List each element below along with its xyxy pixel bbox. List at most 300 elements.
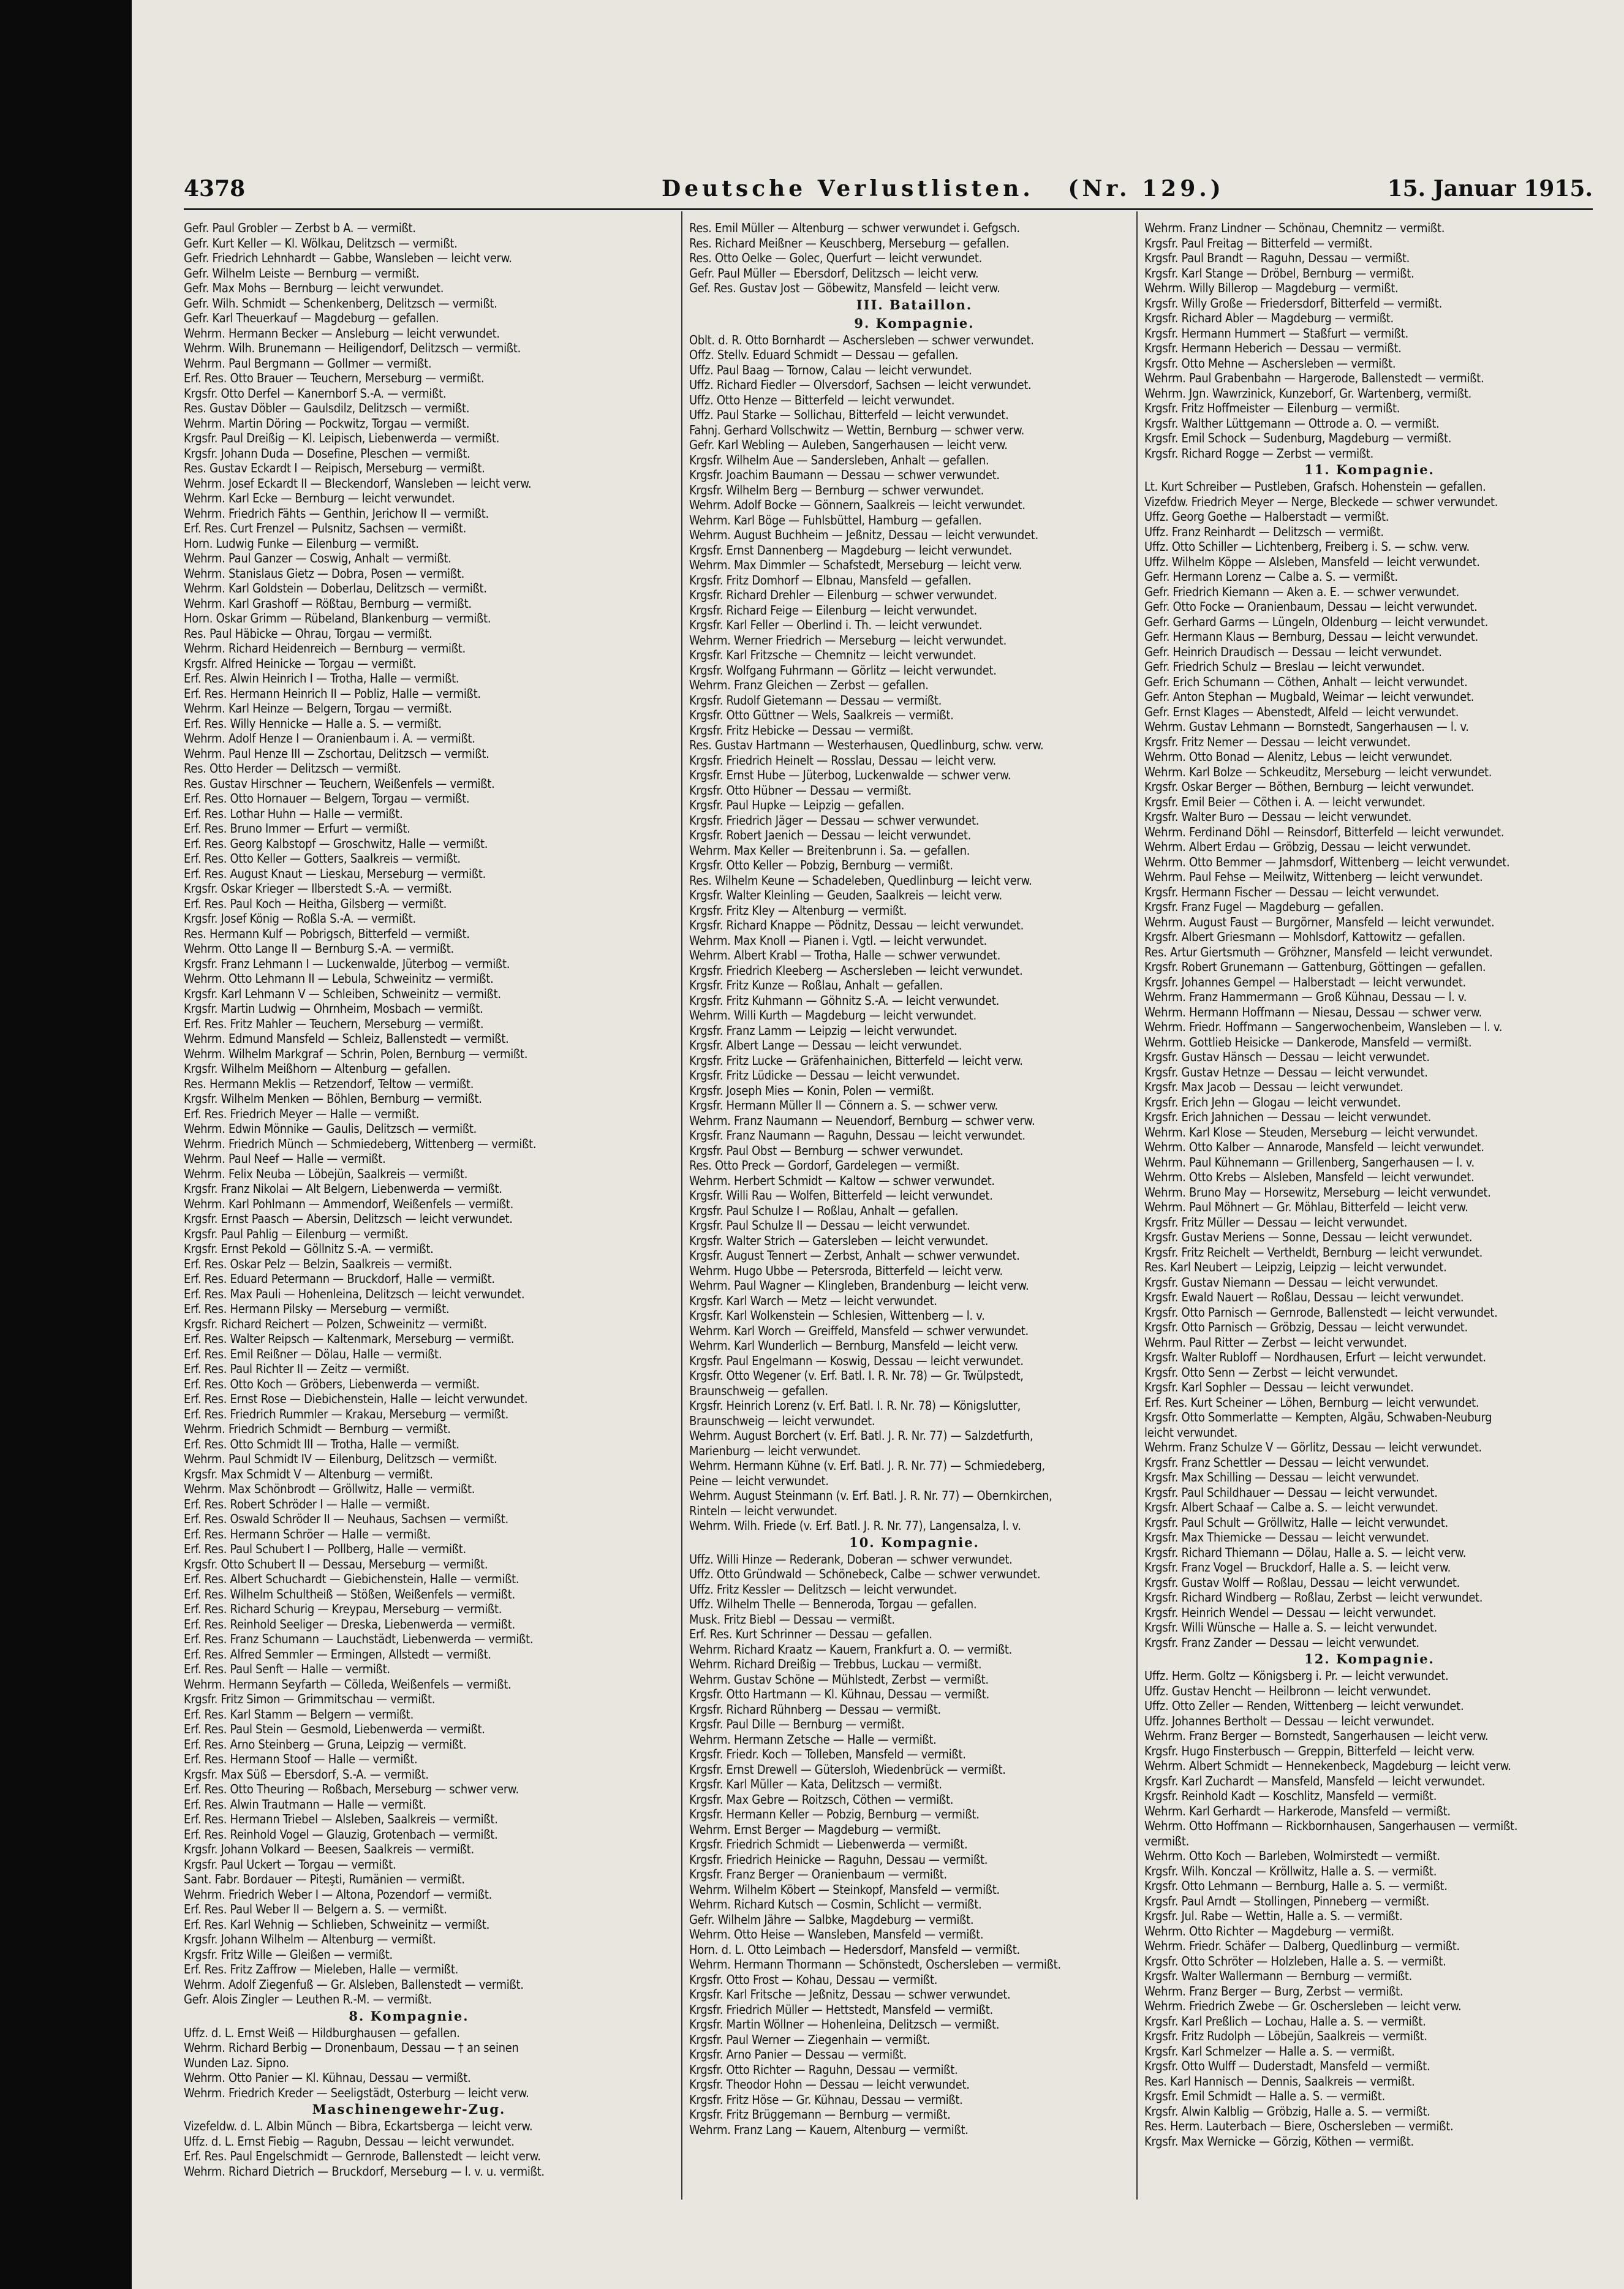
- casualty-entry: Krgsfr. Hermann Keller — Pobzig, Bernburg — vermißt.: [689, 1807, 980, 1822]
- casualty-entry: Wehrm. Richard Heidenreich — Bernburg — vermißt.: [184, 641, 466, 656]
- casualty-entry: Krgsfr. Paul Arndt — Stollingen, Pinneberg — vermißt.: [1144, 1893, 1430, 1909]
- casualty-entry: Krgsfr. Walter Kleinling — Geuden, Saalkreis — leicht verw.: [689, 888, 1002, 902]
- casualty-entry: Krgsfr. Paul Werner — Ziegenhain — vermißt.: [689, 2032, 931, 2047]
- casualty-entry: Gefr. Friedrich Schulz — Breslau — leicht verwundet.: [1144, 659, 1425, 674]
- casualty-entry: Krgsfr. Otto Sommerlatte — Kempten, Algäu, Schwaben-Neuburg: [1144, 1410, 1492, 1424]
- casualty-entry: Krgsfr. Paul Schulze II — Dessau — leicht verwundet.: [689, 1218, 970, 1233]
- casualty-entry: Krgsfr. Paul Schulze I — Roßlau, Anhalt — gefallen.: [689, 1203, 959, 1218]
- casualty-entry: Uffz. d. L. Ernst Fiebig — Ragubn, Dessau — leicht verwundet.: [184, 2133, 515, 2149]
- casualty-entry: Wehrm. Richard Kutsch — Cosmin, Schlicht — vermißt.: [689, 1897, 982, 1912]
- casualty-entry: Wehrm. Albert Krabl — Trotha, Halle — schwer verwundet.: [689, 948, 1001, 963]
- casualty-entry: Gefr. Gerhard Garms — Lüngeln, Oldenburg — leicht verwundet.: [1144, 614, 1488, 629]
- casualty-entry: Krgsfr. Johann Duda — Dosefine, Pleschen — vermißt.: [184, 445, 470, 461]
- casualty-entry: Krgsfr. Karl Wolkenstein — Schlesien, Wittenberg — l. v.: [689, 1308, 985, 1323]
- casualty-entry: Erf. Res. Friedrich Meyer — Halle — vermißt.: [184, 1106, 420, 1121]
- casualty-entry: Erf. Res. Paul Richter II — Zeitz — vermißt.: [184, 1361, 410, 1376]
- casualty-entry: Krgsfr. Friedrich Heinicke — Raguhn, Dessau — vermißt.: [689, 1852, 988, 1867]
- casualty-entry: Wehrm. Adolf Henze I — Oranienbaum i. A. — vermißt.: [184, 731, 475, 746]
- casualty-entry: Wehrm. Otto Kalber — Annarode, Mansfeld — leicht verwundet.: [1144, 1140, 1484, 1154]
- casualty-entry: Gefr. Friedrich Kiemann — Aken a. E. — schwer verwundet.: [1144, 584, 1460, 599]
- casualty-entry: Peine — leicht verwundet.: [689, 1473, 829, 1488]
- casualty-entry: Krgsfr. Otto Lehmann — Bernburg, Halle a. S. — vermißt.: [1144, 1878, 1448, 1893]
- casualty-entry: Krgsfr. Fritz Hoffmeister — Eilenburg — vermißt.: [1144, 401, 1400, 415]
- casualty-entry: Krgsfr. Paul Schult — Gröllwitz, Halle — leicht verwundet.: [1144, 1515, 1448, 1530]
- column-2: [689, 221, 1139, 2200]
- casualty-entry: Erf. Res. Oskar Pelz — Belzin, Saalkreis — vermißt.: [184, 1256, 452, 1271]
- casualty-entry: Krgsfr. Oskar Berger — Böthen, Bernburg — leicht verwundet.: [1144, 779, 1475, 794]
- casualty-entry: Rinteln — leicht verwundet.: [689, 1503, 837, 1518]
- casualty-entry: Erf. Res. Emil Reißner — Dölau, Halle — vermißt.: [184, 1346, 442, 1361]
- casualty-entry: Erf. Res. Otto Schmidt III — Trotha, Halle — vermißt.: [184, 1436, 459, 1451]
- casualty-entry: Erf. Res. Paul Engelschmidt — Gernrode, Ballenstedt — leicht verw.: [184, 2149, 541, 2163]
- casualty-entry: Krgsfr. Franz Lehmann I — Luckenwalde, Jüterbog — vermißt.: [184, 956, 510, 971]
- casualty-entry: Erf. Res. Lothar Huhn — Halle — vermißt.: [184, 806, 403, 821]
- casualty-entry: Wehrm. Stanislaus Gietz — Dobra, Posen — vermißt.: [184, 566, 465, 581]
- casualty-entry: Krgsfr. Friedrich Schmidt — Liebenwerda — vermißt.: [689, 1837, 968, 1852]
- casualty-entry: Krgsfr. Ernst Drewell — Gütersloh, Wiedenbrück — vermißt.: [689, 1761, 1006, 1777]
- casualty-entry: Krgsfr. Paul Engelmann — Koswig, Dessau — leicht verwundet.: [689, 1353, 1024, 1368]
- casualty-entry: Wehrm. Karl Goldstein — Doberlau, Delitzsch — vermißt.: [184, 581, 487, 596]
- casualty-entry: Krgsfr. Gustav Hetnze — Dessau — leicht verwundet.: [1144, 1064, 1428, 1080]
- column-1: [184, 221, 634, 2200]
- casualty-entry: Krgsfr. Otto Senn — Zerbst — leicht verwundet.: [1144, 1364, 1398, 1380]
- casualty-entry: Erf. Res. Alwin Heinrich I — Trotha, Halle — vermißt.: [184, 671, 459, 686]
- casualty-entry: Erf. Res. Paul Senft — Halle — vermißt.: [184, 1662, 390, 1676]
- casualty-entry: Wehrm. Max Dimmler — Schafstedt, Merseburg — leicht verw.: [689, 558, 1022, 572]
- casualty-entry: Krgsfr. Joachim Baumann — Dessau — schwer verwundet.: [689, 467, 1000, 482]
- section-heading: 12. Kompagnie.: [1304, 1651, 1435, 1667]
- page-number: 4378: [184, 176, 246, 202]
- casualty-entry: Krgsfr. Walter Buro — Dessau — leicht verwundet.: [1144, 809, 1412, 824]
- casualty-entry: Res. Emil Müller — Altenburg — schwer verwundet i. Gefgsch.: [689, 221, 1020, 235]
- casualty-entry: Krgsfr. Otto Wulff — Duderstadt, Mansfeld — vermißt.: [1144, 2059, 1430, 2073]
- casualty-entry: Wehrm. Paul Ganzer — Coswig, Anhalt — vermißt.: [184, 551, 451, 566]
- casualty-entry: Wehrm. Karl Gerhardt — Harkerode, Mansfeld — vermißt.: [1144, 1803, 1451, 1818]
- casualty-entry: Krgsfr. Fritz Simon — Grimmitschau — vermißt.: [184, 1692, 436, 1706]
- casualty-entry: Krgsfr. Walter Strich — Gatersleben — leicht verwundet.: [689, 1233, 989, 1248]
- casualty-entry: Krgsfr. Emil Beier — Cöthen i. A. — leicht verwundet.: [1144, 794, 1426, 809]
- casualty-entry: Krgsfr. Franz Zander — Dessau — leicht verwundet.: [1144, 1635, 1419, 1650]
- casualty-entry: Gefr. Hermann Klaus — Bernburg, Dessau — leicht verwundet.: [1144, 629, 1478, 644]
- casualty-entry: Wehrm. Friedrich Münch — Schmiedeberg, Wittenberg — vermißt.: [184, 1136, 537, 1151]
- casualty-entry: Krgsfr. Arno Panier — Dessau — vermißt.: [689, 2047, 907, 2062]
- casualty-entry: Krgsfr. Johann Volkard — Beesen, Saalkreis — vermißt.: [184, 1842, 474, 1856]
- casualty-entry: Krgsfr. Otto Güttner — Wels, Saalkreis — vermißt.: [689, 708, 954, 722]
- section-heading: Maschinengewehr-Zug.: [312, 2102, 506, 2117]
- casualty-entry: Krgsfr. Theodor Hohn — Dessau — leicht verwundet.: [689, 2077, 970, 2092]
- casualty-entry: Erf. Res. Bruno Immer — Erfurt — vermißt.: [184, 821, 410, 836]
- casualty-entry: Gefr. Wilhelm Jähre — Salbke, Magdeburg — vermißt.: [689, 1912, 974, 1927]
- casualty-entry: Krgsfr. Karl Warch — Metz — leicht verwundet.: [689, 1293, 937, 1308]
- casualty-entry: Erf. Res. Paul Koch — Heitha, Gilsberg — vermißt.: [184, 896, 447, 911]
- casualty-entry: Uffz. Paul Baag — Tornow, Calau — leicht verwundet.: [689, 362, 972, 377]
- casualty-entry: Krgsfr. Richard Reichert — Polzen, Schweinitz — vermißt.: [184, 1316, 487, 1331]
- casualty-entry: Krgsfr. Paul Schildhauer — Dessau — leicht verwundet.: [1144, 1485, 1438, 1500]
- casualty-entry: Wehrm. Edwin Mönnike — Gaulis, Delitzsch — vermißt.: [184, 1121, 477, 1136]
- casualty-entry: Gefr. Wilh. Schmidt — Schenkenberg, Delitzsch — vermißt.: [184, 295, 497, 311]
- casualty-entry: Krgsfr. Richard Drehler — Eilenburg — schwer verwundet.: [689, 588, 997, 602]
- casualty-entry: Gefr. Erich Schumann — Cöthen, Anhalt — leicht verwundet.: [1144, 674, 1468, 689]
- casualty-entry: Krgsfr. Willi Rau — Wolfen, Bitterfeld — leicht verwundet.: [689, 1188, 993, 1203]
- casualty-entry: Krgsfr. Martin Wöllner — Hohenleina, Delitzsch — vermißt.: [689, 2017, 1000, 2032]
- casualty-entry: Wehrm. Franz Hammermann — Groß Kühnau, Dessau — l. v.: [1144, 989, 1467, 1004]
- casualty-entry: Wehrm. Friedr. Schäfer — Dalberg, Quedlinburg — vermißt.: [1144, 1939, 1460, 1953]
- casualty-entry: Marienburg — leicht verwundet.: [689, 1443, 861, 1458]
- casualty-entry: Krgsfr. Friedr. Koch — Tolleben, Mansfeld — vermißt.: [689, 1747, 966, 1761]
- casualty-entry: Wehrm. Otto Bemmer — Jahmsdorf, Wittenberg — leicht verwundet.: [1144, 854, 1510, 869]
- casualty-entry: Erf. Res. Fritz Zaffrow — Mieleben, Halle — vermißt.: [184, 1962, 458, 1977]
- casualty-entry: Uffz. Otto Henze — Bitterfeld — leicht verwundet.: [689, 392, 955, 407]
- section-heading: 10. Kompagnie.: [849, 1534, 980, 1550]
- casualty-entry: Wehrm. Wilh. Friede (v. Erf. Batl. J. R. Nr. 77), Langensalza, l. v.: [689, 1518, 1021, 1533]
- casualty-entry: Uffz. Wilhelm Thelle — Benneroda, Torgau — gefallen.: [689, 1597, 977, 1611]
- casualty-entry: Krgsfr. Willi Wünsche — Halle a. S. — leicht verwundet.: [1144, 1620, 1437, 1635]
- casualty-entry: Wehrm. Hermann Seyfarth — Cölleda, Weißenfels — vermißt.: [184, 1676, 512, 1692]
- casualty-entry: Wehrm. Otto Bonad — Alenitz, Lebus — leicht verwundet.: [1144, 749, 1452, 764]
- casualty-entry: Wehrm. August Borchert (v. Erf. Batl. J. R. Nr. 77) — Salzdetfurth,: [689, 1428, 1033, 1443]
- casualty-entry: Wehrm. Friedrich Fähts — Genthin, Jerichow II — vermißt.: [184, 505, 489, 521]
- casualty-entry: Wehrm. Herbert Schmidt — Kaltow — schwer verwundet.: [689, 1173, 995, 1188]
- casualty-entry: Erf. Res. Reinhold Seeliger — Dreska, Liebenwerda — vermißt.: [184, 1616, 515, 1632]
- casualty-entry: Vizefeldw. d. L. Albin Münch — Bibra, Eckartsberga — leicht verw.: [184, 2119, 533, 2133]
- casualty-entry: Res. Gustav Hartmann — Westerhausen, Quedlinburg, schw. verw.: [689, 738, 1044, 752]
- casualty-entry: Krgsfr. Emil Schmidt — Halle a. S. — vermißt.: [1144, 2089, 1385, 2103]
- casualty-entry: Wehrm. Bruno May — Horsewitz, Merseburg — leicht verwundet.: [1144, 1184, 1491, 1200]
- casualty-entry: Gefr. Heinrich Draudisch — Dessau — leicht verwundet.: [1144, 644, 1442, 659]
- casualty-entry: Wehrm. August Steinmann (v. Erf. Batl. J. R. Nr. 77) — Obernkirchen,: [689, 1488, 1052, 1503]
- casualty-entry: Krgsfr. Otto Keller — Pobzig, Bernburg — vermißt.: [689, 858, 953, 872]
- casualty-entry: Krgsfr. Wilhelm Menken — Böhlen, Bernburg — vermißt.: [184, 1091, 482, 1106]
- casualty-entry: Gefr. Karl Webling — Auleben, Sangerhausen — leicht verw.: [689, 437, 1008, 452]
- casualty-entry: Wehrm. Wilh. Brunemann — Heiligendorf, Delitzsch — vermißt.: [184, 341, 521, 355]
- casualty-entry: Krgsfr. Fritz Müller — Dessau — leicht verwundet.: [1144, 1214, 1408, 1230]
- casualty-entry: Erf. Res. Alwin Trautmann — Halle — vermißt.: [184, 1796, 426, 1812]
- casualty-entry: Erf. Res. Kurt Schrinner — Dessau — gefallen.: [689, 1627, 932, 1641]
- casualty-entry: Wehrm. Karl Klose — Steuden, Merseburg — leicht verwundet.: [1144, 1124, 1478, 1140]
- casualty-entry: Krgsfr. Richard Rogge — Zerbst — vermißt.: [1144, 445, 1374, 461]
- casualty-entry: Erf. Res. Arno Steinberg — Gruna, Leipzig — vermißt.: [184, 1736, 467, 1752]
- casualty-entry: Krgsfr. Franz Naumann — Raguhn, Dessau — leicht verwundet.: [689, 1128, 1025, 1143]
- casualty-entry: Gefr. Anton Stephan — Mugbald, Weimar — leicht verwundet.: [1144, 689, 1475, 704]
- casualty-entry: Krgsfr. Otto Schröter — Holzleben, Halle a. S. — vermißt.: [1144, 1953, 1446, 1969]
- casualty-entry: Uffz. Herm. Goltz — Königsberg i. Pr. — leicht verwundet.: [1144, 1668, 1449, 1683]
- casualty-entry: Wehrm. Paul Fehse — Meilwitz, Wittenberg — leicht verwundet.: [1144, 869, 1483, 884]
- casualty-entry: Wehrm. Karl Bolze — Schkeuditz, Merseburg — leicht verwundet.: [1144, 764, 1492, 779]
- casualty-entry: Erf. Res. Hermann Pilsky — Merseburg — vermißt.: [184, 1301, 450, 1316]
- casualty-entry: Krgsfr. Otto Frost — Kohau, Dessau — vermißt.: [689, 1972, 938, 1987]
- casualty-entry: Res. Gustav Hirschner — Teuchern, Weißenfels — vermißt.: [184, 776, 495, 791]
- casualty-entry: Wehrm. Willy Billerop — Magdeburg — vermißt.: [1144, 281, 1399, 295]
- casualty-entry: Uffz. Johannes Bertholt — Dessau — leicht verwundet.: [1144, 1713, 1435, 1728]
- casualty-entry: Krgsfr. Karl Lehmann V — Schleiben, Schweinitz — vermißt.: [184, 986, 501, 1001]
- casualty-entry: Gefr. Paul Müller — Ebersdorf, Delitzsch — leicht verw.: [689, 265, 979, 281]
- casualty-entry: Krgsfr. Johann Wilhelm — Altenburg — vermißt.: [184, 1932, 436, 1947]
- casualty-entry: Wehrm. Albert Schmidt — Hennekenbeck, Magdeburg — leicht verw.: [1144, 1758, 1511, 1773]
- casualty-entry: Wehrm. Adolf Ziegenfuß — Gr. Alsleben, Ballenstedt — vermißt.: [184, 1977, 524, 1992]
- casualty-entry: Krgsfr. Paul Hupke — Leipzig — gefallen.: [689, 798, 905, 812]
- casualty-entry: Krgsfr. Franz Fugel — Magdeburg — gefallen.: [1144, 899, 1384, 914]
- casualty-entry: Krgsfr. Karl Müller — Kata, Delitzsch — vermißt.: [689, 1777, 942, 1791]
- casualty-entry: Wehrm. Hermann Hoffmann — Niesau, Dessau — schwer verw.: [1144, 1004, 1482, 1020]
- casualty-entry: Wehrm. Richard Dietrich — Bruckdorf, Merseburg — l. v. u. vermißt.: [184, 2163, 545, 2179]
- casualty-entry: Krgsfr. Ernst Hube — Jüterbog, Luckenwalde — schwer verw.: [689, 768, 1011, 782]
- casualty-entry: Krgsfr. Fritz Kley — Altenburg — vermißt.: [689, 902, 907, 918]
- casualty-entry: Wehrm. Paul Ritter — Zerbst — leicht verwundet.: [1144, 1334, 1407, 1350]
- casualty-entry: Krgsfr. Robert Jaenich — Dessau — leicht verwundet.: [689, 828, 972, 842]
- casualty-entry: Erf. Res. Alfred Semmler — Ermingen, Allstedt — vermißt.: [184, 1646, 491, 1662]
- casualty-entry: Krgsfr. Franz Lamm — Leipzig — leicht verwundet.: [689, 1023, 957, 1038]
- casualty-entry: Krgsfr. Oskar Krieger — Ilberstedt S.-A. — vermißt.: [184, 881, 452, 896]
- casualty-entry: Krgsfr. Max Wernicke — Görzig, Köthen — vermißt.: [1144, 2133, 1414, 2149]
- column-divider: [681, 211, 682, 2200]
- casualty-entry: Krgsfr. Richard Rühnberg — Dessau — vermißt.: [689, 1701, 941, 1717]
- casualty-entry: Krgsfr. Otto Wegener (v. Erf. Batl. I. R. Nr. 78) — Gr. Twülpstedt,: [689, 1368, 1024, 1383]
- casualty-entry: Krgsfr. Fritz Kuhmann — Göhnitz S.-A. — leicht verwundet.: [689, 993, 1000, 1008]
- casualty-entry: Krgsfr. Karl Zuchardt — Mansfeld, Mansfeld — leicht verwundet.: [1144, 1773, 1486, 1788]
- casualty-entry: Gefr. Hermann Lorenz — Calbe a. S. — vermißt.: [1144, 569, 1398, 584]
- casualty-entry: Krgsfr. Otto Mehne — Aschersleben — vermißt.: [1144, 355, 1396, 371]
- casualty-entry: Krgsfr. Wilhelm Berg — Bernburg — schwer verwundet.: [689, 482, 984, 498]
- casualty-entry: Erf. Res. Kurt Scheiner — Löhen, Bernburg — leicht verwundet.: [1144, 1394, 1479, 1410]
- casualty-entry: Krgsfr. Franz Vogel — Bruckdorf, Halle a. S. — leicht verw.: [1144, 1560, 1451, 1575]
- casualty-entry: Krgsfr. Max Gebre — Roitzsch, Cöthen — vermißt.: [689, 1791, 954, 1807]
- casualty-entry: Res. Hermann Kulf — Pobrigsch, Bitterfeld — vermißt.: [184, 926, 470, 941]
- casualty-entry: Braunschweig — leicht verwundet.: [689, 1413, 875, 1428]
- casualty-entry: Krgsfr. Paul Freitag — Bitterfeld — vermißt.: [1144, 235, 1373, 251]
- casualty-entry: Horn. Oskar Grimm — Rübeland, Blankenburg — vermißt.: [184, 611, 491, 626]
- casualty-entry: Wehrm. Jgn. Wawrzinick, Kunzeborf, Gr. Wartenberg, vermißt.: [1144, 385, 1472, 401]
- casualty-entry: Krgsfr. Fritz Brüggemann — Bernburg — vermißt.: [689, 2107, 951, 2122]
- casualty-entry: Wehrm. Hermann Zetsche — Halle — vermißt.: [689, 1731, 937, 1747]
- casualty-entry: Wehrm. Friedrich Kreder — Seeligstädt, Osterburg — leicht verw.: [184, 2085, 529, 2100]
- casualty-entry: Krgsfr. Max Süß — Ebersdorf, S.-A. — vermißt.: [184, 1766, 429, 1782]
- casualty-entry: Wehrm. Paul Henze III — Zschortau, Delitzsch — vermißt.: [184, 746, 489, 761]
- casualty-entry: Krgsfr. Otto Schubert II — Dessau, Merseburg — vermißt.: [184, 1556, 488, 1572]
- casualty-entry: Wehrm. Otto Krebs — Alsleben, Mansfeld — leicht verwundet.: [1144, 1170, 1475, 1184]
- casualty-entry: Krgsfr. Paul Brandt — Raguhn, Dessau — vermißt.: [1144, 251, 1410, 265]
- casualty-entry: Wehrm. Franz Berger — Bornstedt, Sangerhausen — leicht verw.: [1144, 1728, 1489, 1743]
- casualty-entry: Krgsfr. Erich Jahnichen — Dessau — leicht verwundet.: [1144, 1110, 1432, 1124]
- casualty-entry: Krgsfr. Otto Hübner — Dessau — vermißt.: [689, 782, 912, 798]
- casualty-entry: Erf. Res. Paul Weber II — Belgern a. S. — vermißt.: [184, 1902, 447, 1916]
- casualty-entry: Res. Otto Preck — Gordorf, Gardelegen — vermißt.: [689, 1158, 960, 1173]
- publication-title: Deutsche Verlustlisten.: [662, 176, 1034, 202]
- casualty-entry: Erf. Res. Paul Stein — Gesmold, Liebenwerda — vermißt.: [184, 1722, 485, 1736]
- casualty-entry: Krgsfr. Paul Uckert — Torgau — vermißt.: [184, 1856, 396, 1872]
- casualty-entry: Krgsfr. Fritz Lucke — Gräfenhainichen, Bitterfeld — leicht verw.: [689, 1053, 1023, 1068]
- casualty-entry: Krgsfr. Franz Nikolai — Alt Belgern, Liebenwerda — vermißt.: [184, 1181, 502, 1196]
- casualty-entry: Krgsfr. Richard Thiemann — Dölau, Halle a. S. — leicht verw.: [1144, 1545, 1467, 1560]
- casualty-entry: Krgsfr. Otto Parnisch — Gröbzig, Dessau — leicht verwundet.: [1144, 1320, 1468, 1334]
- casualty-entry: Krgsfr. Heinrich Wendel — Dessau — leicht verwundet.: [1144, 1605, 1437, 1620]
- casualty-entry: Wehrm. Albert Erdau — Gröbzig, Dessau — leicht verwundet.: [1144, 839, 1471, 854]
- casualty-entry: Wehrm. Willi Kurth — Magdeburg — leicht verwundet.: [689, 1008, 976, 1023]
- casualty-entry: Krgsfr. Richard Feige — Eilenburg — leicht verwundet.: [689, 602, 977, 618]
- casualty-entry: Krgsfr. Max Thiemicke — Dessau — leicht verwundet.: [1144, 1530, 1429, 1545]
- casualty-entry: Wehrm. Max Keller — Breitenbrunn i. Sa. — gefallen.: [689, 842, 970, 858]
- casualty-entry: Wehrm. Otto Hoffmann — Rickbornhausen, Sangerhausen — vermißt.: [1144, 1818, 1518, 1833]
- casualty-entry: Gefr. Alois Zingler — Leuthen R.-M. — vermißt.: [184, 1992, 432, 2007]
- casualty-entry: Gefr. Karl Theuerkauf — Magdeburg — gefallen.: [184, 311, 439, 325]
- casualty-entry: Erf. Res. Otto Koch — Gröbers, Liebenwerda — vermißt.: [184, 1376, 480, 1391]
- casualty-entry: Krgsfr. Paul Dille — Bernburg — vermißt.: [689, 1717, 905, 1731]
- casualty-entry: Wehrm. Gustav Lehmann — Bornstedt, Sangerhausen — l. v.: [1144, 719, 1469, 734]
- casualty-entry: Krgsfr. Erich Jehn — Glogau — leicht verwundet.: [1144, 1094, 1401, 1110]
- casualty-entry: Wehrm. Otto Koch — Barleben, Wolmirstedt — vermißt.: [1144, 1848, 1440, 1863]
- casualty-entry: Wehrm. Otto Heise — Wansleben, Mansfeld — vermißt.: [689, 1927, 984, 1942]
- casualty-entry: Krgsfr. Karl Sophler — Dessau — leicht verwundet.: [1144, 1380, 1414, 1394]
- casualty-entry: Krgsfr. Johannes Gempel — Halberstadt — leicht verwundet.: [1144, 974, 1466, 989]
- casualty-entry: Krgsfr. Fritz Nemer — Dessau — leicht verwundet.: [1144, 734, 1411, 749]
- casualty-entry: Res. Otto Oelke — Golec, Querfurt — leicht verwundet.: [689, 251, 983, 265]
- casualty-entry: Krgsfr. Hermann Heberich — Dessau — vermißt.: [1144, 341, 1402, 355]
- issue-number: (Nr. 129.): [1068, 176, 1225, 202]
- casualty-entry: Krgsfr. Paul Pahlig — Eilenburg — vermißt.: [184, 1226, 409, 1241]
- casualty-entry: Res. Herm. Lauterbach — Biere, Oschersleben — vermißt.: [1144, 2119, 1454, 2133]
- casualty-entry: Krgsfr. Ernst Paasch — Abersin, Delitzsch — leicht verwundet.: [184, 1211, 513, 1226]
- casualty-entry: Wehrm. Karl Böge — Fuhlsbüttel, Hamburg — gefallen.: [689, 512, 982, 528]
- casualty-entry: Wehrm. Franz Schulze V — Görlitz, Dessau — leicht verwundet.: [1144, 1440, 1482, 1455]
- casualty-entry: Res. Karl Hannisch — Dennis, Saalkreis — vermißt.: [1144, 2073, 1415, 2089]
- page-header: [184, 173, 1593, 205]
- casualty-entry: Wehrm. Paul Möhnert — Gr. Möhlau, Bitterfeld — leicht verw.: [1144, 1200, 1468, 1214]
- casualty-entry: Krgsfr. Max Schilling — Dessau — leicht verwundet.: [1144, 1470, 1419, 1485]
- casualty-entry: Lt. Kurt Schreiber — Pustleben, Grafsch. Hohenstein — gefallen.: [1144, 479, 1486, 494]
- casualty-entry: Wehrm. Wilhelm Markgraf — Schrin, Polen, Bernburg — vermißt.: [184, 1046, 528, 1061]
- casualty-entry: Erf. Res. August Knaut — Lieskau, Merseburg — vermißt.: [184, 866, 486, 881]
- casualty-entry: Wehrm. Richard Berbig — Dronenbaum, Dessau — † an seinen: [184, 2040, 519, 2055]
- casualty-entry: Erf. Res. Hermann Stoof — Halle — vermißt.: [184, 1752, 418, 1766]
- casualty-entry: Krgsfr. Otto Richter — Raguhn, Dessau — vermißt.: [689, 2062, 958, 2077]
- casualty-entry: Krgsfr. Hugo Finsterbusch — Greppin, Bitterfeld — leicht verw.: [1144, 1743, 1475, 1758]
- casualty-entry: Krgsfr. Max Schmidt V — Altenburg — vermißt.: [184, 1466, 433, 1481]
- casualty-entry: Krgsfr. Paul Dreißig — Kl. Leipisch, Liebenwerda — vermißt.: [184, 431, 500, 445]
- casualty-entry: Krgsfr. Albert Griesmann — Mohlsdorf, Kattowitz — gefallen.: [1144, 929, 1465, 944]
- casualty-entry: Gefr. Otto Focke — Oranienbaum, Dessau — leicht verwundet.: [1144, 599, 1478, 614]
- casualty-entry: Wehrm. Franz Naumann — Neuendorf, Bernburg — schwer verw.: [689, 1113, 1035, 1128]
- casualty-entry: Wehrm. Hermann Kühne (v. Erf. Batl. J. R. Nr. 77) — Schmiedeberg,: [689, 1458, 1045, 1473]
- casualty-entry: Erf. Res. Robert Schröder I — Halle — vermißt.: [184, 1496, 430, 1511]
- casualty-entry: Res. Hermann Meklis — Retzendorf, Teltow — vermißt.: [184, 1076, 474, 1091]
- casualty-entry: Uffz. Georg Goethe — Halberstadt — vermißt.: [1144, 509, 1389, 524]
- casualty-entry: Wehrm. Ernst Berger — Magdeburg — vermißt.: [689, 1822, 941, 1837]
- casualty-entry: Erf. Res. Hermann Heinrich II — Pobliz, Halle — vermißt.: [184, 686, 481, 701]
- casualty-entry: Uffz. Franz Reinhardt — Delitzsch — vermißt.: [1144, 524, 1384, 539]
- casualty-entry: Krgsfr. Rudolf Gietemann — Dessau — vermißt.: [689, 692, 942, 708]
- casualty-entry: Res. Gustav Eckardt I — Reipisch, Merseburg — vermißt.: [184, 461, 485, 475]
- casualty-entry: Erf. Res. Paul Schubert I — Pollberg, Halle — vermißt.: [184, 1542, 466, 1556]
- casualty-entry: Vizefdw. Friedrich Meyer — Nerge, Bleckede — schwer verwundet.: [1144, 494, 1498, 509]
- casualty-entry: Erf. Res. Max Pauli — Hohenleina, Delitzsch — leicht verwundet.: [184, 1286, 525, 1301]
- casualty-entry: Erf. Res. Franz Schumann — Lauchstädt, Liebenwerda — vermißt.: [184, 1632, 534, 1646]
- casualty-entry: Wehrm. Hermann Thormann — Schönstedt, Oschersleben — vermißt.: [689, 1957, 1061, 1972]
- casualty-entry: Erf. Res. Hermann Triebel — Alsleben, Saalkreis — vermißt.: [184, 1812, 498, 1826]
- casualty-entry: Wehrm. Franz Lang — Kauern, Altenburg — vermißt.: [689, 2122, 969, 2137]
- casualty-entry: Krgsfr. Hermann Hummert — Staßfurt — vermißt.: [1144, 325, 1408, 341]
- section-heading: III. Bataillon.: [856, 297, 973, 312]
- casualty-entry: Krgsfr. Gustav Meriens — Sonne, Dessau — leicht verwundet.: [1144, 1230, 1473, 1244]
- casualty-entry: Wehrm. Adolf Bocke — Gönnern, Saalkreis — leicht verwundet.: [689, 498, 1025, 512]
- casualty-entry: Wehrm. Max Knoll — Pianen i. Vgtl. — leicht verwundet.: [689, 933, 987, 948]
- casualty-entry: Erf. Res. Fritz Mahler — Teuchern, Merseburg — vermißt.: [184, 1016, 484, 1031]
- casualty-entry: Wehrm. Richard Dreißig — Trebbus, Luckau — vermißt.: [689, 1657, 982, 1671]
- casualty-entry: Krgsfr. Alfred Heinicke — Torgau — vermißt.: [184, 656, 417, 671]
- casualty-entry: Krgsfr. Richard Knappe — Pödnitz, Dessau — leicht verwundet.: [689, 918, 1024, 933]
- casualty-entry: Krgsfr. Jul. Rabe — Wettin, Halle a. S. — vermißt.: [1144, 1909, 1403, 1923]
- casualty-entry: Krgsfr. Walther Lüttgemann — Ottrode a. O. — vermißt.: [1144, 415, 1440, 431]
- casualty-entry: Wehrm. Werner Friedrich — Merseburg — leicht verwundet.: [689, 632, 1007, 648]
- casualty-entry: Krgsfr. Fritz Lüdicke — Dessau — leicht verwundet.: [689, 1068, 960, 1083]
- casualty-entry: Wehrm. Karl Worch — Greiffeld, Mansfeld — schwer verwundet.: [689, 1323, 1029, 1338]
- casualty-entry: Uffz. Otto Schiller — Lichtenberg, Freiberg i. S. — schw. verw.: [1144, 539, 1470, 554]
- casualty-entry: Krgsfr. Walter Wallermann — Bernburg — vermißt.: [1144, 1969, 1413, 1983]
- casualty-entry: Wehrm. Wilhelm Köbert — Steinkopf, Mansfeld — vermißt.: [689, 1882, 1000, 1897]
- casualty-entry: Erf. Res. Karl Stamm — Belgern — vermißt.: [184, 1706, 414, 1722]
- casualty-entry: Uffz. Fritz Kessler — Delitzsch — leicht verwundet.: [689, 1581, 957, 1597]
- casualty-entry: Erf. Res. Richard Schurig — Kreypau, Merseburg — vermißt.: [184, 1602, 502, 1616]
- casualty-entry: Krgsfr. August Tennert — Zerbst, Anhalt — schwer verwundet.: [689, 1248, 1020, 1263]
- casualty-entry: Uffz. Gustav Hencht — Heilbronn — leicht verwundet.: [1144, 1683, 1431, 1698]
- casualty-entry: Erf. Res. Hermann Schröer — Halle — vermißt.: [184, 1526, 431, 1542]
- casualty-entry: Erf. Res. Otto Theuring — Roßbach, Merseburg — schwer verw.: [184, 1782, 519, 1796]
- casualty-entry: Wehrm. Paul Schmidt IV — Eilenburg, Delitzsch — vermißt.: [184, 1451, 497, 1466]
- casualty-entry: Gef. Res. Gustav Jost — Göbewitz, Mansfeld — leicht verw.: [689, 281, 1000, 295]
- casualty-entry: Erf. Res. Friedrich Rummler — Krakau, Merseburg — vermißt.: [184, 1406, 508, 1421]
- casualty-entry: Krgsfr. Otto Parnisch — Gernrode, Ballenstedt — leicht verwundet.: [1144, 1304, 1498, 1320]
- casualty-entry: Erf. Res. Eduard Petermann — Bruckdorf, Halle — vermißt.: [184, 1271, 495, 1286]
- casualty-entry: Wehrm. Martin Döring — Pockwitz, Torgau — vermißt.: [184, 415, 470, 431]
- casualty-entry: Krgsfr. Josef König — Roßla S.-A. — vermißt.: [184, 911, 416, 926]
- casualty-entry: Wehrm. Friedrich Zwebe — Gr. Oschersleben — leicht verw.: [1144, 1999, 1462, 2013]
- section-heading: 9. Kompagnie.: [854, 315, 975, 331]
- casualty-entry: Krgsfr. Albert Schaaf — Calbe a. S. — leicht verwundet.: [1144, 1500, 1438, 1515]
- casualty-entry: Krgsfr. Wilhelm Meißhorn — Altenburg — gefallen.: [184, 1061, 451, 1076]
- casualty-entry: Erf. Res. Otto Keller — Gotters, Saalkreis — vermißt.: [184, 851, 461, 866]
- section-heading: 11. Kompagnie.: [1304, 462, 1435, 477]
- casualty-entry: Wehrm. Karl Wunderlich — Bernburg, Mansfeld — leicht verw.: [689, 1338, 1018, 1353]
- casualty-entry: Erf. Res. Willy Hennicke — Halle a. S. — vermißt.: [184, 716, 442, 731]
- casualty-entry: Krgsfr. Albert Lange — Dessau — leicht verwundet.: [689, 1038, 962, 1053]
- casualty-entry: Wehrm. August Buchheim — Jeßnitz, Dessau — leicht verwundet.: [689, 528, 1038, 542]
- page-date: 15. Januar 1915.: [1387, 176, 1593, 202]
- casualty-entry: Wehrm. Friedrich Weber I — Altona, Pozendorf — vermißt.: [184, 1886, 493, 1902]
- casualty-entry: Krgsfr. Fritz Hebicke — Dessau — vermißt.: [689, 722, 914, 738]
- casualty-entry: Erf. Res. Ernst Rose — Diebichenstein, Halle — leicht verwundet.: [184, 1391, 528, 1406]
- casualty-entry: Krgsfr. Friedrich Müller — Hettstedt, Mansfeld — vermißt.: [689, 2002, 993, 2017]
- casualty-entry: Res. Paul Häbicke — Ohrau, Torgau — vermißt.: [184, 626, 432, 641]
- casualty-entry: Res. Karl Neubert — Leipzig, Leipzig — leicht verwundet.: [1144, 1260, 1447, 1274]
- casualty-entry: Krgsfr. Walter Rubloff — Nordhausen, Erfurt — leicht verwundet.: [1144, 1350, 1486, 1364]
- casualty-entry: Wehrm. Franz Gleichen — Zerbst — gefallen.: [689, 678, 929, 692]
- casualty-entry: Erf. Res. Walter Reipsch — Kaltenmark, Merseburg — vermißt.: [184, 1331, 515, 1346]
- casualty-entry: Krgsfr. Richard Windberg — Roßlau, Zerbst — leicht verwundet.: [1144, 1590, 1483, 1605]
- casualty-entry: Krgsfr. Otto Derfel — Kanernborf S.-A. — vermißt.: [184, 385, 447, 401]
- casualty-entry: Wehrm. Friedrich Schmidt — Bernburg — vermißt.: [184, 1421, 451, 1436]
- casualty-entry: Horn. d. L. Otto Leimbach — Hedersdorf, Mansfeld — vermißt.: [689, 1942, 1020, 1957]
- casualty-entry: Krgsfr. Robert Grunemann — Gattenburg, Göttingen — gefallen.: [1144, 959, 1486, 974]
- casualty-entry: Wehrm. Karl Ecke — Bernburg — leicht verwundet.: [184, 491, 455, 505]
- column-3: [1144, 221, 1595, 2200]
- casualty-entry: Wehrm. Franz Berger — Burg, Zerbst — vermißt.: [1144, 1983, 1403, 1999]
- casualty-entry: Gefr. Friedrich Lehnhardt — Gabbe, Wansleben — leicht verw.: [184, 251, 512, 265]
- casualty-entry: Wehrm. Hermann Becker — Ansleburg — leicht verwundet.: [184, 325, 500, 341]
- casualty-entry: Wehrm. Otto Lange II — Bernburg S.-A. — vermißt.: [184, 941, 454, 956]
- casualty-entry: Uffz. Paul Starke — Sollichau, Bitterfeld — leicht verwundet.: [689, 407, 1009, 422]
- section-heading: 8. Kompagnie.: [349, 2008, 469, 2024]
- casualty-entry: Krgsfr. Hermann Fischer — Dessau — leicht verwundet.: [1144, 884, 1440, 899]
- casualty-entry: Krgsfr. Fritz Domhorf — Elbnau, Mansfeld — gefallen.: [689, 572, 972, 588]
- casualty-entry: Erf. Res. Reinhold Vogel — Glauzig, Grotenbach — vermißt.: [184, 1826, 498, 1842]
